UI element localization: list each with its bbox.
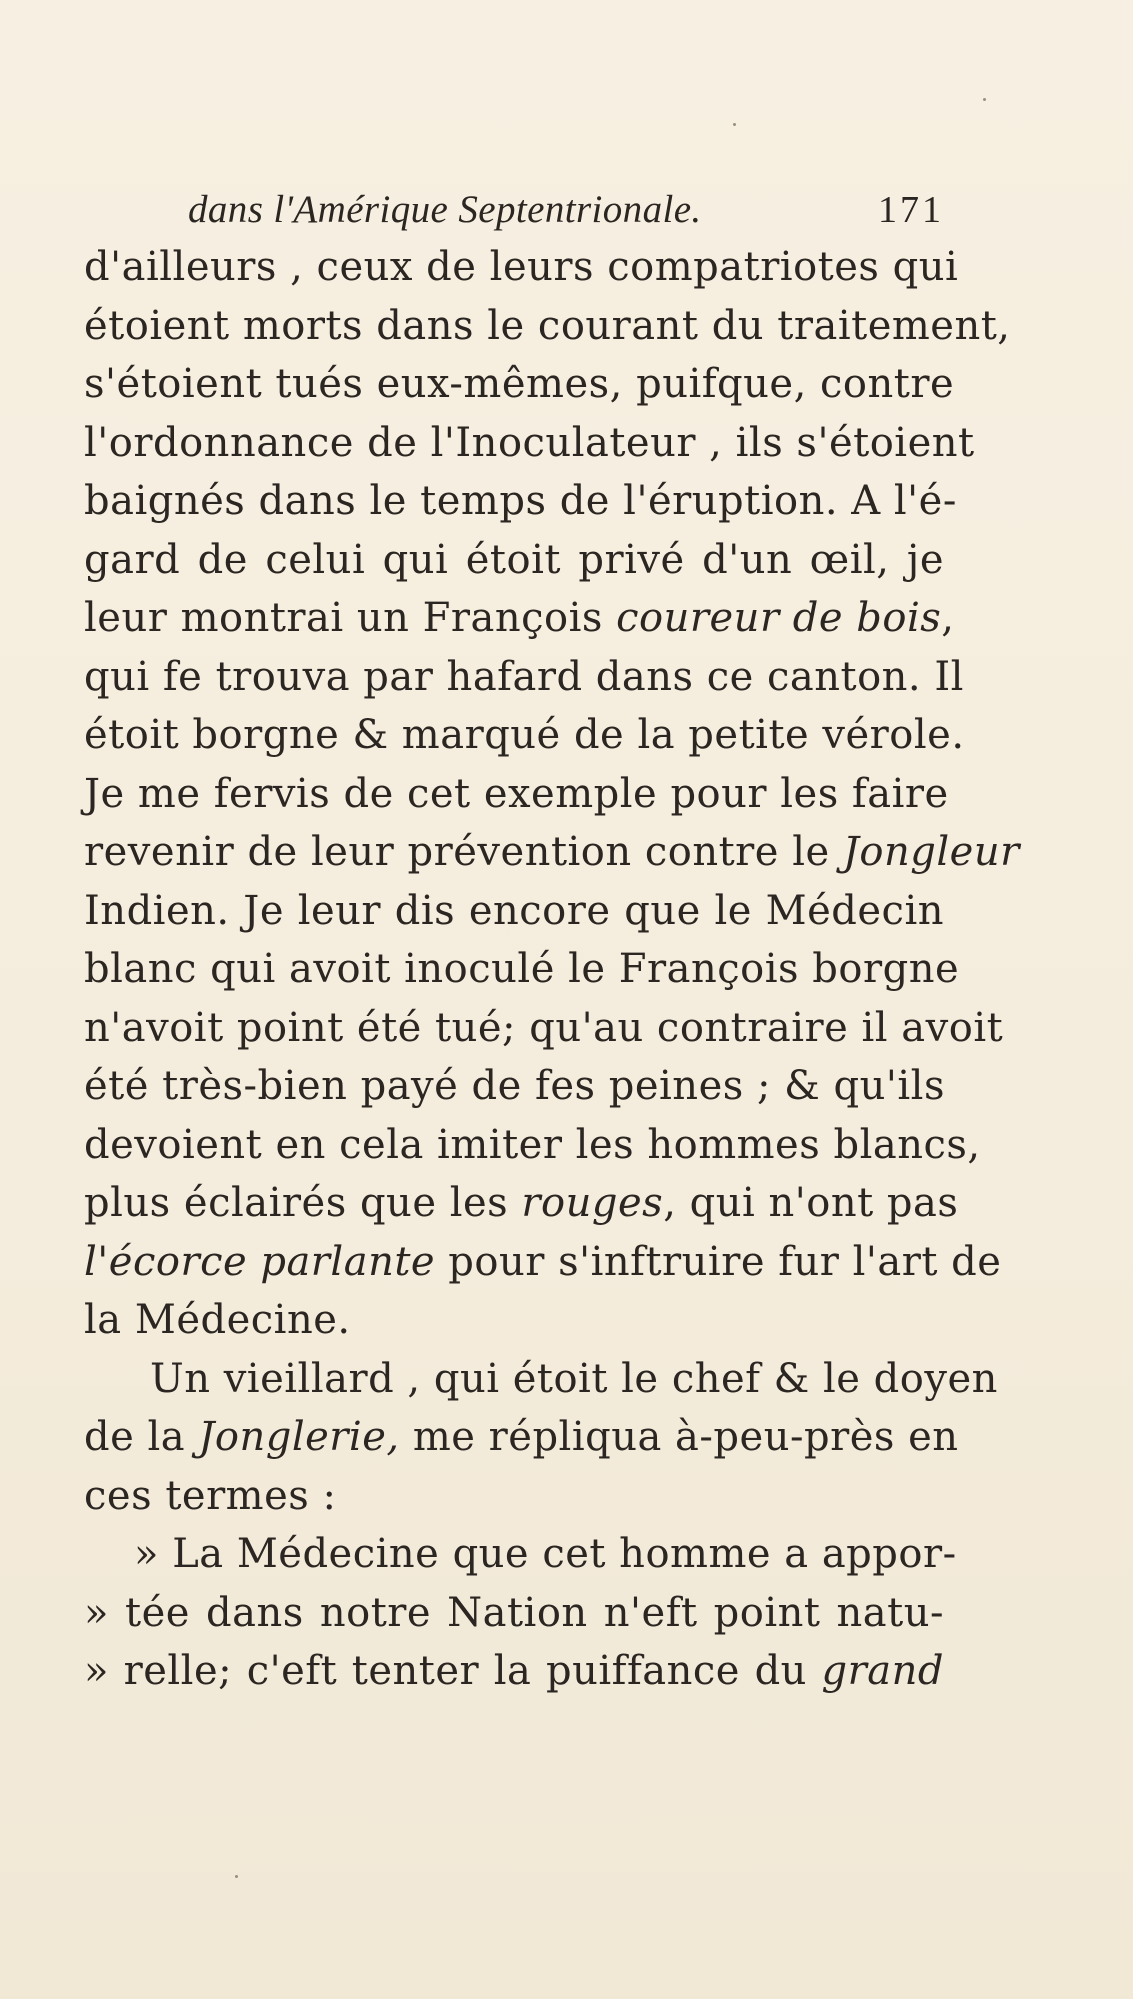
text-segment: revenir de leur prévention contre le xyxy=(84,829,830,875)
text-line: gard de celui qui étoit privé d'un œil, je xyxy=(84,536,944,583)
text-segment: pour s'inftruire fur l'art de xyxy=(448,1238,1002,1285)
text-line: baignés dans le temps de l'éruption. A l'é- xyxy=(84,478,957,524)
text-line: étoit borgne & marqué de la petite vérole. xyxy=(84,712,965,758)
page-text xyxy=(84,182,1020,1701)
text-segment: » relle; c'eft tenter la puiffance du xyxy=(84,1648,807,1694)
italic-term: Jonglerie, xyxy=(198,1414,400,1460)
text-line: été très-bien payé de fes peines ; & qu'ils xyxy=(84,1063,945,1109)
text-line: » La Médecine que cet homme a appor- xyxy=(134,1531,957,1577)
text-line: l'ordonnance de l'Inoculateur , ils s'étoient xyxy=(84,419,975,466)
text-line: étoient morts dans le courant du traitement, xyxy=(84,302,1011,349)
text-line: blanc qui avoit inoculé le François borgne xyxy=(84,946,960,992)
text-line: Indien. Je leur dis encore que le Médecin xyxy=(84,887,944,934)
text-line: qui fe trouva par hafard dans ce canton. Il xyxy=(84,653,964,700)
italic-term: Jongleur xyxy=(842,829,1020,875)
text-line xyxy=(84,1408,959,1467)
text-line: la Médecine. xyxy=(84,1297,351,1343)
text-line xyxy=(84,1174,959,1233)
text-line: Un vieillard , qui étoit le chef & le doyen xyxy=(150,1355,998,1402)
text-line xyxy=(84,1642,944,1701)
text-segment: , xyxy=(941,595,955,641)
text-line xyxy=(84,823,1020,882)
text-line: devoient en cela imiter les hommes blancs, xyxy=(84,1121,981,1168)
paper-speck xyxy=(733,123,736,126)
text-segment: de la xyxy=(84,1414,186,1460)
text-line: n'avoit point été tué; qu'au contraire il avoit xyxy=(84,1004,1004,1051)
italic-term: grand xyxy=(821,1648,944,1694)
text-line: s'étoient tués eux-mêmes, puifque, contre xyxy=(84,361,955,407)
page-header xyxy=(84,182,944,238)
text-segment: plus éclairés que les xyxy=(84,1180,509,1226)
page-number: 171 xyxy=(878,189,944,231)
text-segment: leur montrai un François xyxy=(84,595,603,641)
text-segment: me répliqua à-peu-près en xyxy=(412,1414,959,1460)
running-title: dans l'Amérique Septentrionale. xyxy=(188,188,702,231)
text-line xyxy=(84,589,955,648)
paper-speck xyxy=(983,98,986,101)
text-segment: , qui n'ont pas xyxy=(663,1180,959,1226)
italic-term: rouges xyxy=(521,1180,664,1226)
text-line: ces termes : xyxy=(84,1472,337,1519)
paper-speck xyxy=(235,1875,238,1878)
text-line xyxy=(84,1233,1002,1292)
text-line: Je me fervis de cet exemple pour les faire xyxy=(84,770,949,817)
text-line: d'ailleurs , ceux de leurs compatriotes qui xyxy=(84,244,959,290)
italic-term: coureur de bois xyxy=(616,595,942,641)
italic-term: l'écorce parlante xyxy=(84,1238,436,1285)
text-line: » tée dans notre Nation n'eft point natu- xyxy=(84,1589,944,1636)
